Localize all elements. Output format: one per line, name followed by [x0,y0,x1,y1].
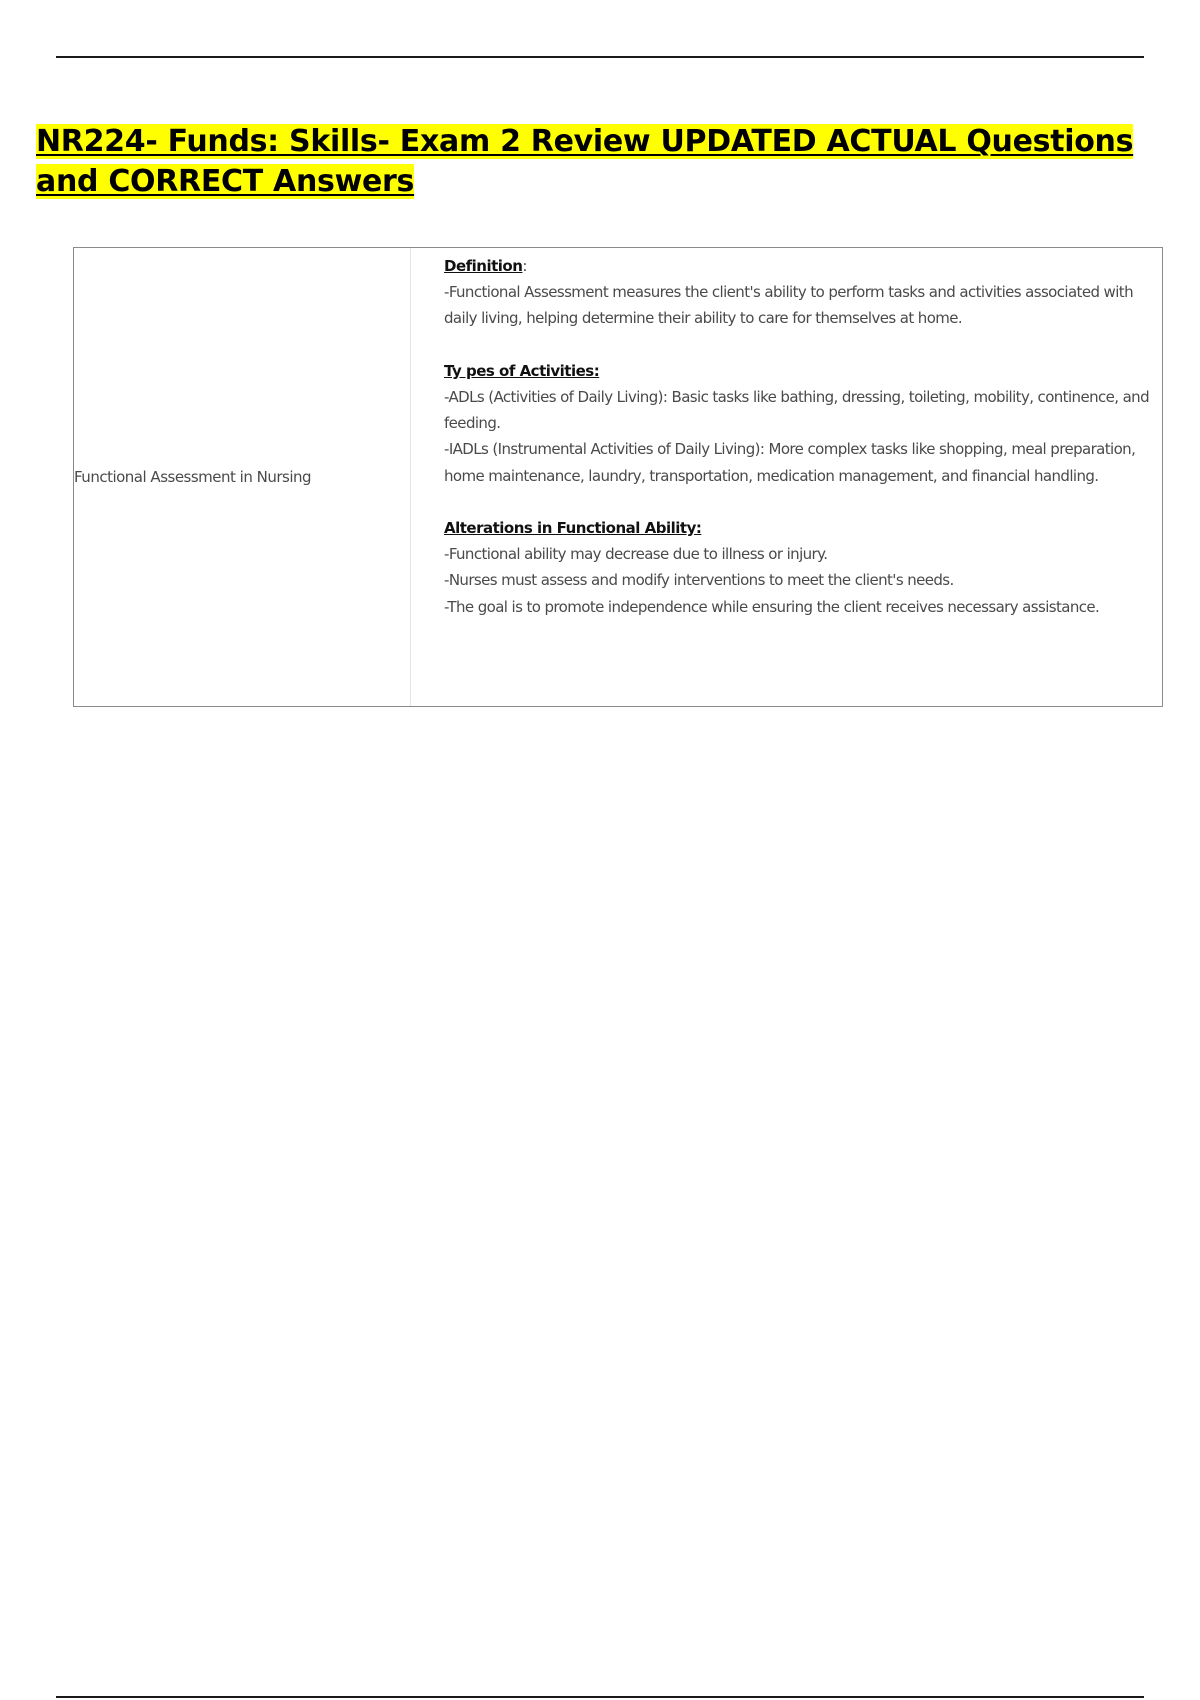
alteration-item: -Functional ability may decrease due to illness or injury. [444,545,828,564]
top-rule [56,56,1144,58]
document-title [36,122,1166,202]
definition-colon: : [522,257,527,275]
flashcard-table [73,247,1163,707]
types-heading: Ty pes of Activities: [444,361,600,380]
definition-text: -Functional Assessment measures the client's ability to perform tasks and activities associated with daily living, helping determine their ability to care for themselves at home. [444,283,1133,328]
alteration-item: -The goal is to promote independence while ensuring the client receives necessary assistance. [444,597,1100,616]
definition-heading-line [444,253,1152,279]
alterations-heading: Alterations in Functional Ability: [444,519,702,537]
bottom-rule [56,1696,1144,1698]
types-heading-line [444,358,1152,384]
spacer [444,489,1152,515]
term-text: Functional Assessment in Nursing [74,468,312,486]
definition-heading: Definition [444,257,523,275]
iadls-text: -IADLs (Instrumental Activities of Daily Living): More complex tasks like shopping, meal preparation, home maintenance, laundry, transportation, medication management, and financial handling. [444,440,1136,485]
adls-text: -ADLs (Activities of Daily Living): Basic tasks like bathing, dressing, toileting, mobility, continence, and feeding. [444,388,1150,433]
alteration-item: -Nurses must assess and modify interventions to meet the client's needs. [444,571,954,590]
spacer [444,332,1152,358]
document-title-text: NR224- Funds: Skills- Exam 2 Review UPDATED ACTUAL Questions and CORRECT Answers [36,124,1134,199]
alterations-heading-line [444,515,1152,541]
definition-cell [411,248,1162,706]
term-cell [74,248,411,706]
